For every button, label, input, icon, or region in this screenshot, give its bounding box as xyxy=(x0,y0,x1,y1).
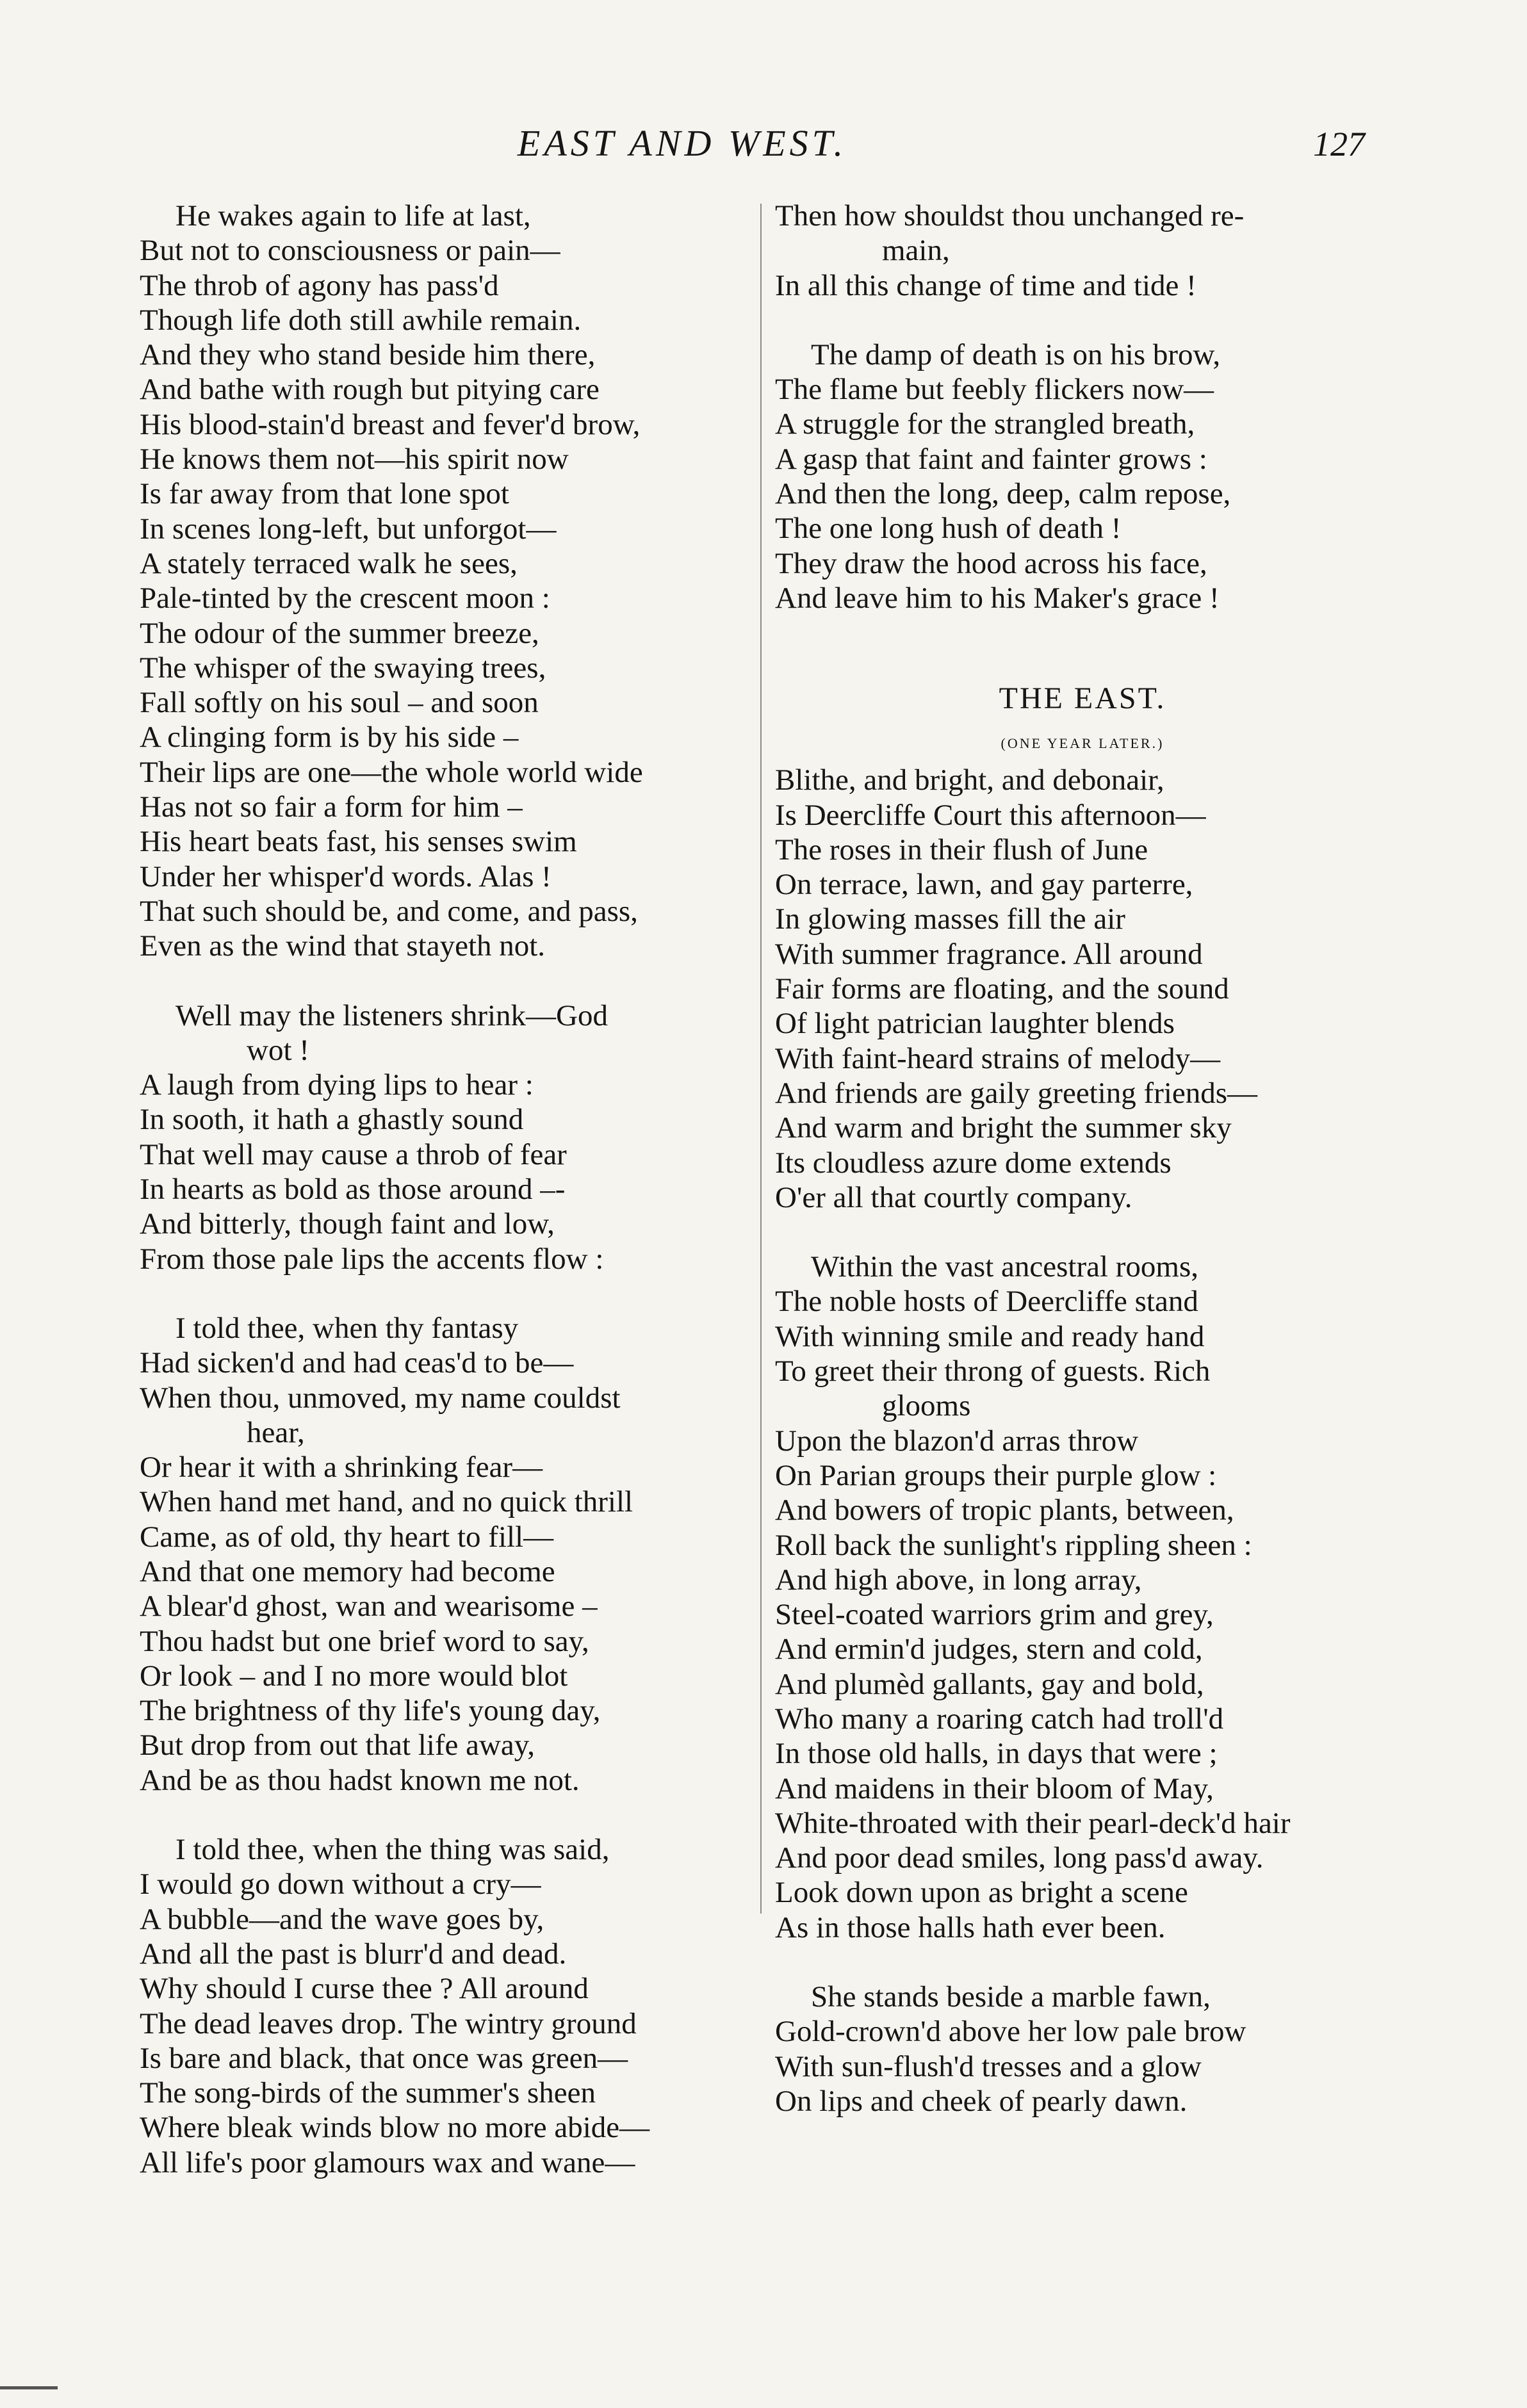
verse-line: Within the vast ancestral rooms, xyxy=(811,1250,1199,1284)
stanza xyxy=(775,338,1390,615)
verse-line: Is far away from that lone spot xyxy=(140,477,509,511)
verse-line: Is Deercliffe Court this afternoon— xyxy=(775,798,1206,832)
verse-line: Why should I curse thee ? All around xyxy=(140,1972,589,2006)
verse-line: The odour of the summer breeze, xyxy=(140,616,539,650)
stanza xyxy=(775,1980,1390,2119)
verse-line: Of light patrician laughter blends xyxy=(775,1007,1175,1041)
verse-line: And bathe with rough but pitying care xyxy=(140,373,600,407)
verse-line: Or hear it with a shrinking fear— xyxy=(140,1451,543,1485)
verse-line: And then the long, deep, calm repose, xyxy=(775,477,1231,511)
stanza xyxy=(775,1249,1390,1945)
verse-line: The brightness of thy life's young day, xyxy=(140,1694,601,1728)
page-number: 127 xyxy=(1313,125,1365,163)
verse-line: On lips and cheek of pearly dawn. xyxy=(775,2084,1188,2118)
page-header xyxy=(0,122,1527,167)
verse-line: A stately terraced walk he sees, xyxy=(140,546,518,580)
stanza xyxy=(775,199,1390,303)
stanza xyxy=(775,763,1390,1215)
verse-line: And all the past is blurr'd and dead. xyxy=(140,1937,567,1971)
verse-line: I would go down without a cry— xyxy=(140,1867,541,1901)
verse-line: Or look – and I no more would blot xyxy=(140,1659,568,1693)
verse-line: And they who stand beside him there, xyxy=(140,338,596,372)
verse-line: glooms xyxy=(882,1389,971,1423)
verse-line: The noble hosts of Deercliffe stand xyxy=(775,1285,1198,1319)
verse-line: And leave him to his Maker's grace ! xyxy=(775,581,1220,615)
verse-line: Well may the listeners shrink—God xyxy=(176,998,608,1032)
verse-line: Came, as of old, thy heart to fill— xyxy=(140,1520,554,1554)
verse-line: As in those halls hath ever been. xyxy=(775,1910,1166,1944)
verse-line: The one long hush of death ! xyxy=(775,512,1122,546)
verse-line: With winning smile and ready hand xyxy=(775,1319,1205,1353)
verse-line: That well may cause a throb of fear xyxy=(140,1137,567,1171)
verse-line: Steel-coated warriors grim and grey, xyxy=(775,1598,1214,1632)
verse-line: I told thee, when thy fantasy xyxy=(176,1311,519,1345)
verse-line: And that one memory had become xyxy=(140,1554,555,1588)
verse-line: The damp of death is on his brow, xyxy=(811,338,1221,371)
verse-line: They draw the hood across his face, xyxy=(775,546,1207,580)
stanza xyxy=(140,1832,748,2180)
verse-line: With faint-heard strains of melody— xyxy=(775,1041,1221,1075)
verse-line: The whisper of the swaying trees, xyxy=(140,651,546,685)
verse-line: Is bare and black, that once was green— xyxy=(140,2041,628,2075)
verse-line: She stands beside a marble fawn, xyxy=(811,1980,1211,2014)
verse-line: In those old halls, in days that were ; xyxy=(775,1737,1218,1771)
verse-line: wot ! xyxy=(247,1033,309,1067)
verse-line: Fair forms are floating, and the sound xyxy=(775,972,1229,1006)
verse-line: And bowers of tropic plants, between, xyxy=(775,1493,1234,1527)
verse-line: Though life doth still awhile remain. xyxy=(140,303,582,337)
verse-line: Under her whisper'd words. Alas ! xyxy=(140,859,551,893)
verse-line: And maidens in their bloom of May, xyxy=(775,1771,1214,1805)
verse-line: Who many a roaring catch had troll'd xyxy=(775,1702,1224,1736)
verse-line: Roll back the sunlight's rippling sheen : xyxy=(775,1528,1252,1562)
verse-line: He wakes again to life at last, xyxy=(176,199,531,232)
scan-edge-mark xyxy=(0,2386,58,2389)
verse-line: On terrace, lawn, and gay parterre, xyxy=(775,868,1193,902)
verse-line: The dead leaves drop. The wintry ground xyxy=(140,2006,637,2040)
verse-line: Even as the wind that stayeth not. xyxy=(140,929,546,963)
verse-line: Blithe, and bright, and debonair, xyxy=(775,763,1164,797)
verse-line: His blood-stain'd breast and fever'd brow, xyxy=(140,407,641,441)
verse-line: He knows them not—his spirit now xyxy=(140,443,569,476)
verse-line: The throb of agony has pass'd xyxy=(140,268,499,302)
verse-line: In glowing masses fill the air xyxy=(775,902,1125,936)
verse-line: Fall softly on his soul – and soon xyxy=(140,686,539,720)
section-title: THE EAST. xyxy=(999,681,1166,716)
verse-line: With summer fragrance. All around xyxy=(775,937,1203,971)
verse-line: And be as thou hadst known me not. xyxy=(140,1763,580,1797)
verse-line: In sooth, it hath a ghastly sound xyxy=(140,1103,524,1137)
verse-line: The flame but feebly flickers now— xyxy=(775,373,1214,407)
verse-line: When hand met hand, and no quick thrill xyxy=(140,1485,633,1519)
verse-line: The roses in their flush of June xyxy=(775,833,1148,866)
verse-line: Upon the blazon'd arras throw xyxy=(775,1424,1139,1458)
left-column xyxy=(140,199,748,2180)
verse-line: Look down upon as bright a scene xyxy=(775,1876,1188,1910)
verse-line: From those pale lips the accents flow : xyxy=(140,1242,604,1276)
verse-line: Thou hadst but one brief word to say, xyxy=(140,1624,589,1658)
right-column xyxy=(775,199,1390,2119)
verse-line: In scenes long-left, but unforgot— xyxy=(140,512,557,546)
verse-line: main, xyxy=(882,234,950,268)
stanza xyxy=(140,998,748,1276)
verse-line: White-throated with their pearl-deck'd hair xyxy=(775,1806,1291,1840)
verse-line: In all this change of time and tide ! xyxy=(775,268,1196,302)
verse-line: And high above, in long array, xyxy=(775,1563,1142,1597)
verse-line: A gasp that faint and fainter grows : xyxy=(775,442,1207,476)
verse-line: And plumèd gallants, gay and bold, xyxy=(775,1667,1204,1701)
stanza xyxy=(140,199,748,964)
verse-line: When thou, unmoved, my name couldst xyxy=(140,1381,621,1415)
verse-line: A bubble—and the wave goes by, xyxy=(140,1902,544,1936)
verse-line: Then how shouldst thou unchanged re- xyxy=(775,199,1245,232)
verse-line: A laugh from dying lips to hear : xyxy=(140,1068,534,1102)
verse-line: In hearts as bold as those around –- xyxy=(140,1173,566,1207)
verse-line: But not to consciousness or pain— xyxy=(140,234,560,268)
verse-line: Where bleak winds blow no more abide— xyxy=(140,2111,650,2145)
running-title: EAST AND WEST. xyxy=(517,122,847,164)
verse-line: A clinging form is by his side – xyxy=(140,720,519,754)
verse-line: To greet their throng of guests. Rich xyxy=(775,1354,1211,1388)
verse-line: A blear'd ghost, wan and wearisome – xyxy=(140,1590,598,1623)
verse-line: That such should be, and come, and pass, xyxy=(140,894,638,928)
verse-line: And warm and bright the summer sky xyxy=(775,1111,1232,1145)
verse-line: O'er all that courtly company. xyxy=(775,1180,1132,1214)
verse-line: On Parian groups their purple glow : xyxy=(775,1458,1217,1492)
verse-line: I told thee, when the thing was said, xyxy=(176,1833,610,1867)
verse-line: His heart beats fast, his senses swim xyxy=(140,825,577,859)
verse-line: Its cloudless azure dome extends xyxy=(775,1146,1172,1180)
verse-line: Had sicken'd and had ceas'd to be— xyxy=(140,1346,574,1380)
verse-line: Has not so fair a form for him – xyxy=(140,790,523,824)
verse-line: A struggle for the strangled breath, xyxy=(775,407,1195,441)
verse-line: Pale-tinted by the crescent moon : xyxy=(140,582,550,615)
verse-line: And bitterly, though faint and low, xyxy=(140,1207,555,1241)
verse-line: And ermin'd judges, stern and cold, xyxy=(775,1632,1203,1666)
verse-line: With sun-flush'd tresses and a glow xyxy=(775,2049,1202,2083)
section-subtitle: (ONE YEAR LATER.) xyxy=(1000,735,1164,752)
verse-line: And poor dead smiles, long pass'd away. xyxy=(775,1841,1264,1875)
verse-line: All life's poor glamours wax and wane— xyxy=(140,2145,635,2179)
column-divider xyxy=(760,204,762,1914)
verse-line: The song-birds of the summer's sheen xyxy=(140,2076,596,2110)
verse-line: And friends are gaily greeting friends— xyxy=(775,1076,1258,1110)
verse-line: Their lips are one—the whole world wide xyxy=(140,755,643,789)
stanza xyxy=(140,1311,748,1798)
verse-line: Gold-crown'd above her low pale brow xyxy=(775,2015,1246,2049)
verse-line: hear, xyxy=(247,1415,305,1449)
verse-line: But drop from out that life away, xyxy=(140,1729,535,1762)
